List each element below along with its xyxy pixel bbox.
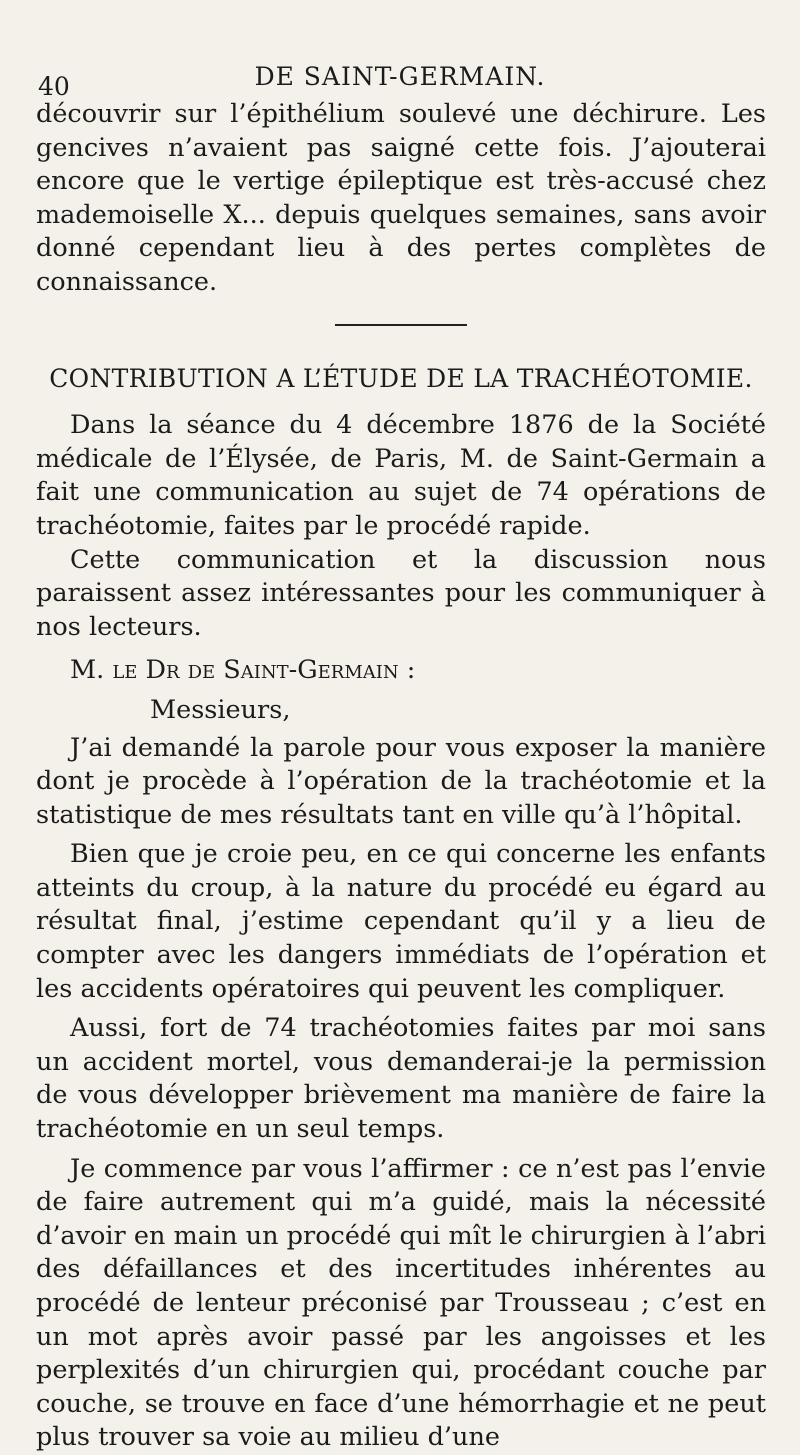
speech-paragraph: Aussi, fort de 74 trachéotomies faites par moi sans un accident mortel, vous demanderai-je la permission de vous développer brièvement ma manière de faire la trachéotomie en un seul temps.: [36, 1013, 766, 1145]
salutation: Messieurs,: [150, 694, 291, 725]
section-title: CONTRIBUTION A L’ÉTUDE DE LA TRACHÉOTOMIE.: [49, 363, 753, 393]
opening-paragraph: découvrir sur l’épithélium soulevé une déchirure. Les gencives n’avaient pas saigné cette fois. J’ajouterai encore que le vertige épileptique est très-accusé chez mademoiselle X... depuis quelques semaines, sans avoir donné cependant lieu à des pertes complètes de connaissance.: [36, 99, 766, 297]
speech-paragraph: Bien que je croie peu, en ce qui concerne les enfants atteints du croup, à la nature du procédé eu égard au résultat final, j’estime cependant qu’il y a lieu de compter avec les dangers immédiats de l’opération et les accidents opératoires qui peuvent les compliquer.: [36, 839, 766, 1004]
running-title: DE SAINT-GERMAIN.: [254, 62, 546, 91]
page-header: [30, 58, 770, 101]
section-divider: [335, 324, 467, 326]
page-body: [36, 98, 766, 1455]
page-number: 40: [38, 72, 70, 101]
speaker-line: M. le Dr de Saint-Germain :: [70, 655, 416, 686]
paragraph: Cette communication et la discussion nous paraissent assez intéressantes pour les communiquer à nos lecteurs.: [36, 544, 766, 642]
speech-paragraph: Je commence par vous l’affirmer : ce n’est pas l’envie de faire autrement qui m’a guidé, mais la nécessité d’avoir en main un procédé qui mît le chirurgien à l’abri des défaillances et des incertitudes inhérentes au procédé de lenteur préconisé par Trousseau ; c’est en un mot après avoir passé par les angoisses et les perplexités d’un chirurgien qui, procédant couche par couche, se trouve en face d’une hémorrhagie et ne peut plus trouver sa voie au milieu d’une: [36, 1153, 766, 1453]
speech-paragraph: J’ai demandé la parole pour vous exposer la manière dont je procède à l’opération de la trachéotomie et la statistique de mes résultats tant en ville qu’à l’hôpital.: [36, 732, 766, 830]
paragraph: Dans la séance du 4 décembre 1876 de la Société médicale de l’Élysée, de Paris, M. de Saint-Germain a fait une communication au sujet de 74 opérations de trachéotomie, faites par le procédé rapide.: [36, 410, 766, 541]
